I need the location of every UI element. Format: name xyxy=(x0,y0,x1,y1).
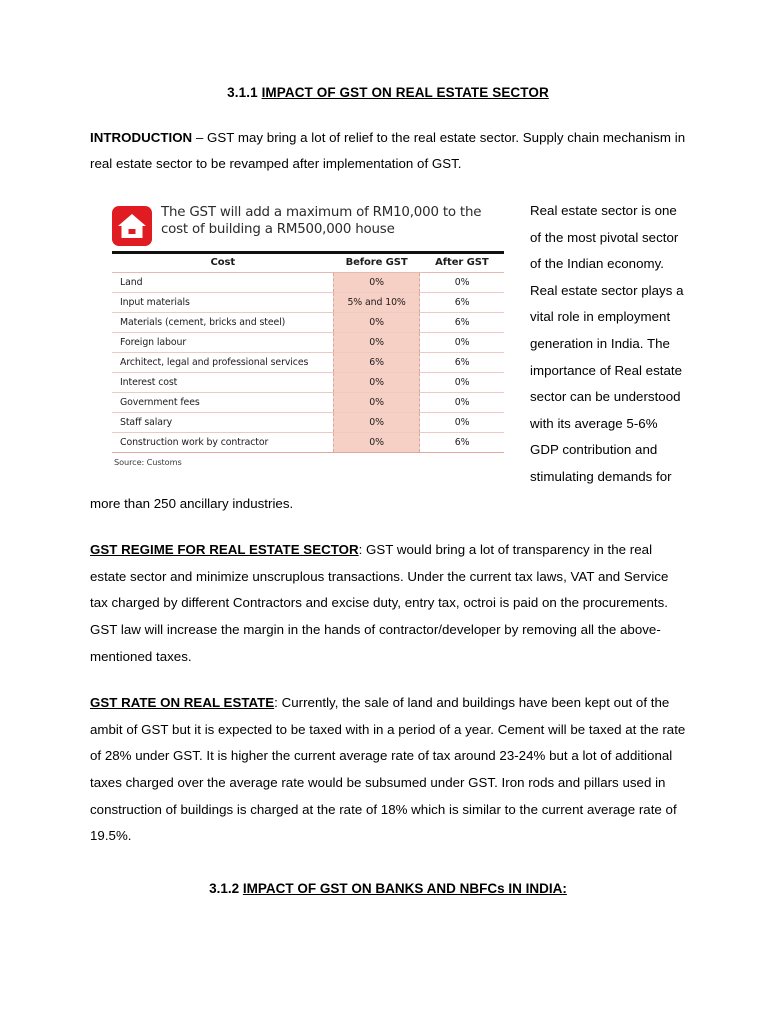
table-row xyxy=(112,393,504,413)
cell-cost: Architect, legal and professional services xyxy=(112,353,333,373)
gst-rate-paragraph xyxy=(90,690,686,850)
gst-cost-figure xyxy=(112,204,504,467)
house-icon xyxy=(112,206,152,246)
cell-before-gst: 0% xyxy=(333,393,419,413)
gst-regime-text: : GST would bring a lot of transparency in the real estate sector and minimize unscruplous transactions. Under the current tax laws, VAT and Service tax charged by different Contractors and excise duty, entry tax, octroi is paid on the procurements. GST law will increase the margin in the hands of contractor/developer by removing all the above- mentioned taxes. xyxy=(90,542,669,664)
cell-after-gst: 0% xyxy=(420,373,504,393)
table-row xyxy=(112,273,504,293)
next-section-number: 3.1.2 xyxy=(209,880,240,896)
table-row xyxy=(112,293,504,313)
column-header-before-gst: Before GST xyxy=(333,254,419,273)
table-row xyxy=(112,413,504,433)
table-header-row xyxy=(112,254,504,273)
cell-before-gst: 0% xyxy=(333,333,419,353)
cell-before-gst: 0% xyxy=(333,273,419,293)
cell-before-gst: 0% xyxy=(333,373,419,393)
cell-after-gst: 0% xyxy=(420,333,504,353)
paragraph-spacer xyxy=(90,678,686,690)
cell-before-gst: 0% xyxy=(333,433,419,453)
cell-before-gst: 0% xyxy=(333,413,419,433)
table-body xyxy=(112,273,504,453)
cell-after-gst: 6% xyxy=(420,433,504,453)
introduction-lead: INTRODUCTION xyxy=(90,129,193,145)
cell-cost: Interest cost xyxy=(112,373,333,393)
cell-after-gst: 0% xyxy=(420,393,504,413)
table-row xyxy=(112,313,504,333)
wrap-paragraph: Real estate sector is one of the most pivotal sector of the Indian economy. Real estate sector plays a vital role in employment generation in India. The importance of Real estate sector can be understood with its average 5-6% GDP contribution and stimulating demands for more than 250 ancillary industries. xyxy=(90,203,684,511)
gst-cost-table xyxy=(112,254,504,453)
cell-after-gst: 0% xyxy=(420,273,504,293)
cell-before-gst: 5% and 10% xyxy=(333,293,419,313)
cell-cost: Input materials xyxy=(112,293,333,313)
introduction-paragraph xyxy=(90,125,686,178)
figure-header xyxy=(112,204,504,250)
paragraph-spacer xyxy=(90,186,686,198)
column-header-after-gst: After GST xyxy=(420,254,504,273)
cell-before-gst: 0% xyxy=(333,313,419,333)
cell-before-gst: 6% xyxy=(333,353,419,373)
gst-rate-text: : Currently, the sale of land and buildings have been kept out of the ambit of GST but it is expected to be taxed with in a period of a year. Cement will be taxed at the rate of 28% under GST. It is higher the current average rate of tax around 23-24% but a lot of additional taxes charged over the average rate would be subsumed under GST. Iron rods and pillars used in construction of buildings is charged at the rate of 18% which is similar to the current average rate of 19.5%. xyxy=(90,695,686,844)
table-row xyxy=(112,333,504,353)
page-title xyxy=(90,84,686,103)
table-row xyxy=(112,373,504,393)
cell-cost: Land xyxy=(112,273,333,293)
table-row xyxy=(112,353,504,373)
figure-source: Source: Customs xyxy=(114,457,182,468)
gst-regime-lead: GST REGIME FOR REAL ESTATE SECTOR xyxy=(90,542,359,558)
cell-cost: Foreign labour xyxy=(112,333,333,353)
introduction-text: – GST may bring a lot of relief to the real estate sector. Supply chain mechanism in real estate sector to be revamped after implementation of GST. xyxy=(90,129,686,172)
paragraph-spacer xyxy=(90,525,686,537)
gst-regime-paragraph xyxy=(90,537,686,670)
cell-cost: Government fees xyxy=(112,393,333,413)
cell-after-gst: 0% xyxy=(420,413,504,433)
next-section-title: IMPACT OF GST ON BANKS AND NBFCs IN INDIA: xyxy=(242,880,567,896)
next-section-heading xyxy=(90,880,686,899)
cell-cost: Materials (cement, bricks and steel) xyxy=(112,313,333,333)
section-title: IMPACT OF GST ON REAL ESTATE SECTOR xyxy=(261,85,549,100)
cell-after-gst: 6% xyxy=(420,353,504,373)
cell-cost: Staff salary xyxy=(112,413,333,433)
cell-cost: Construction work by contractor xyxy=(112,433,333,453)
column-header-cost: Cost xyxy=(112,254,333,273)
figure-title: The GST will add a maximum of RM10,000 to the cost of building a RM500,000 house xyxy=(161,205,482,237)
table-row xyxy=(112,433,504,453)
gst-rate-lead: GST RATE ON REAL ESTATE xyxy=(90,695,275,711)
cell-after-gst: 6% xyxy=(420,293,504,313)
cell-after-gst: 6% xyxy=(420,313,504,333)
section-number: 3.1.1 xyxy=(227,85,258,100)
